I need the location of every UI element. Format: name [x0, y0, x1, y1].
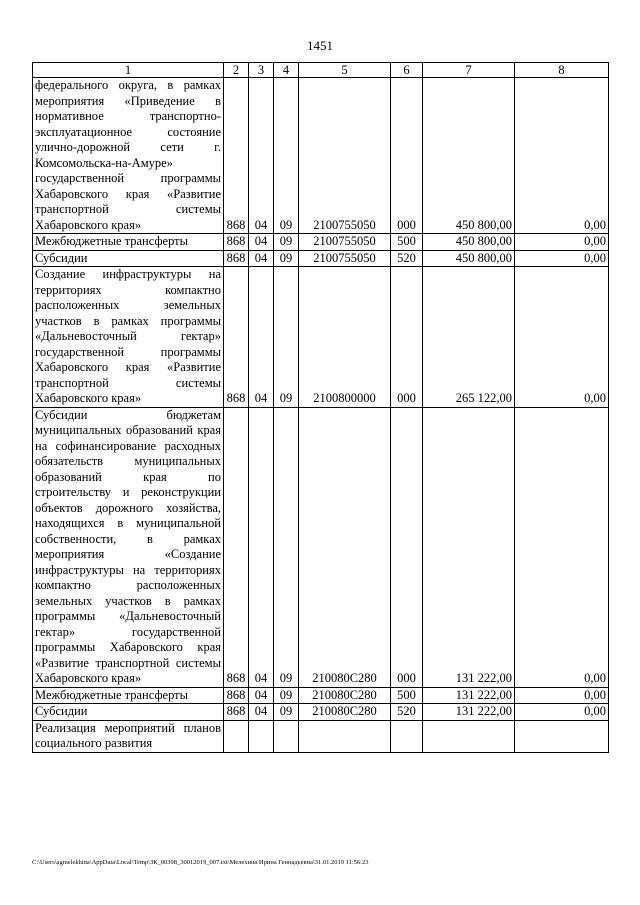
row-description: Межбюджетные трансферты — [33, 234, 224, 251]
header-cell-4: 4 — [274, 63, 299, 78]
table-row — [33, 407, 609, 687]
table-row — [33, 234, 609, 251]
row-description: Реализация мероприятий планов социального развития — [33, 720, 224, 752]
header-cell-2: 2 — [224, 63, 249, 78]
table-row — [33, 267, 609, 408]
cell-target-article: 2100755050 — [299, 250, 391, 267]
cell-section: 04 — [249, 687, 274, 704]
cell-amount-2: 0,00 — [515, 78, 609, 234]
cell-ministry-code — [224, 720, 249, 752]
cell-target-article — [299, 720, 391, 752]
cell-expense-type: 500 — [391, 234, 423, 251]
cell-target-article: 210080С280 — [299, 407, 391, 687]
cell-amount-2: 0,00 — [515, 267, 609, 408]
header-cell-5: 5 — [299, 63, 391, 78]
cell-expense-type — [391, 720, 423, 752]
table-row — [33, 704, 609, 721]
cell-amount-2: 0,00 — [515, 704, 609, 721]
header-cell-3: 3 — [249, 63, 274, 78]
cell-ministry-code: 868 — [224, 234, 249, 251]
cell-ministry-code: 868 — [224, 687, 249, 704]
cell-subsection: 09 — [274, 407, 299, 687]
cell-section: 04 — [249, 704, 274, 721]
cell-subsection: 09 — [274, 234, 299, 251]
cell-subsection: 09 — [274, 250, 299, 267]
cell-subsection: 09 — [274, 687, 299, 704]
cell-section: 04 — [249, 234, 274, 251]
cell-ministry-code: 868 — [224, 407, 249, 687]
cell-section: 04 — [249, 78, 274, 234]
row-description: Субсидии — [33, 704, 224, 721]
cell-amount-2: 0,00 — [515, 407, 609, 687]
page-number: 1451 — [307, 38, 333, 53]
cell-section: 04 — [249, 267, 274, 408]
cell-subsection: 09 — [274, 78, 299, 234]
cell-amount: 450 800,00 — [423, 250, 515, 267]
cell-subsection: 09 — [274, 267, 299, 408]
header-cell-7: 7 — [423, 63, 515, 78]
cell-section — [249, 720, 274, 752]
cell-expense-type: 520 — [391, 250, 423, 267]
cell-amount-2: 0,00 — [515, 687, 609, 704]
cell-amount: 450 800,00 — [423, 234, 515, 251]
table-row — [33, 720, 609, 752]
cell-ministry-code: 868 — [224, 267, 249, 408]
budget-table — [32, 62, 609, 753]
table-row — [33, 250, 609, 267]
cell-section: 04 — [249, 250, 274, 267]
cell-expense-type: 000 — [391, 407, 423, 687]
header-cell-6: 6 — [391, 63, 423, 78]
cell-amount: 131 222,00 — [423, 407, 515, 687]
table-header-row — [33, 63, 609, 78]
row-description: Субсидии — [33, 250, 224, 267]
cell-amount: 265 122,00 — [423, 267, 515, 408]
header-cell-1: 1 — [33, 63, 224, 78]
cell-section: 04 — [249, 407, 274, 687]
cell-amount — [423, 720, 515, 752]
table-row — [33, 78, 609, 234]
cell-expense-type: 500 — [391, 687, 423, 704]
cell-target-article: 210080С280 — [299, 704, 391, 721]
cell-ministry-code: 868 — [224, 78, 249, 234]
cell-subsection — [274, 720, 299, 752]
table-row — [33, 687, 609, 704]
row-description: Субсидии бюджетам муниципальных образований края на софинансирование расходных обязательств муниципальных образований края по строительству и реконструкции объектов дорожного хозяйства, находящихся в муниципальной собственности, в рамках мероприятия «Создание инфраструктуры на территориях компактно расположенных земельных участков в рамках программы «Дальневосточный гектар» государственной программы Хабаровского края «Развитие транспортной системы Хабаровского края» — [33, 407, 224, 687]
cell-target-article: 2100755050 — [299, 78, 391, 234]
cell-expense-type: 000 — [391, 267, 423, 408]
cell-target-article: 2100800000 — [299, 267, 391, 408]
cell-expense-type: 000 — [391, 78, 423, 234]
row-description: федерального округа, в рамках мероприятия «Приведение в нормативное транспортно-эксплуатационное состояние улично-дорожной сети г. Комсомольска-на-Амуре» государственной программы Хабаровского края «Развитие транспортной системы Хабаровского края» — [33, 78, 224, 234]
row-description: Межбюджетные трансферты — [33, 687, 224, 704]
cell-ministry-code: 868 — [224, 704, 249, 721]
cell-amount: 450 800,00 — [423, 78, 515, 234]
cell-subsection: 09 — [274, 704, 299, 721]
cell-target-article: 210080С280 — [299, 687, 391, 704]
cell-ministry-code: 868 — [224, 250, 249, 267]
footer-file-path: C:\Users\agmelekhina\AppData\Local\Temp\ЗК_00398_30012019_007.txt\Мелехина Ирина Геннадьевна\31.01.2019 11:56:23 — [32, 859, 369, 866]
cell-amount-2 — [515, 720, 609, 752]
cell-amount-2: 0,00 — [515, 250, 609, 267]
cell-amount: 131 222,00 — [423, 687, 515, 704]
cell-amount-2: 0,00 — [515, 234, 609, 251]
header-cell-8: 8 — [515, 63, 609, 78]
cell-target-article: 2100755050 — [299, 234, 391, 251]
cell-amount: 131 222,00 — [423, 704, 515, 721]
row-description: Создание инфраструктуры на территориях компактно расположенных земельных участков в рамках программы «Дальневосточный гектар» государственной программы Хабаровского края «Развитие транспортной системы Хабаровского края» — [33, 267, 224, 408]
cell-expense-type: 520 — [391, 704, 423, 721]
